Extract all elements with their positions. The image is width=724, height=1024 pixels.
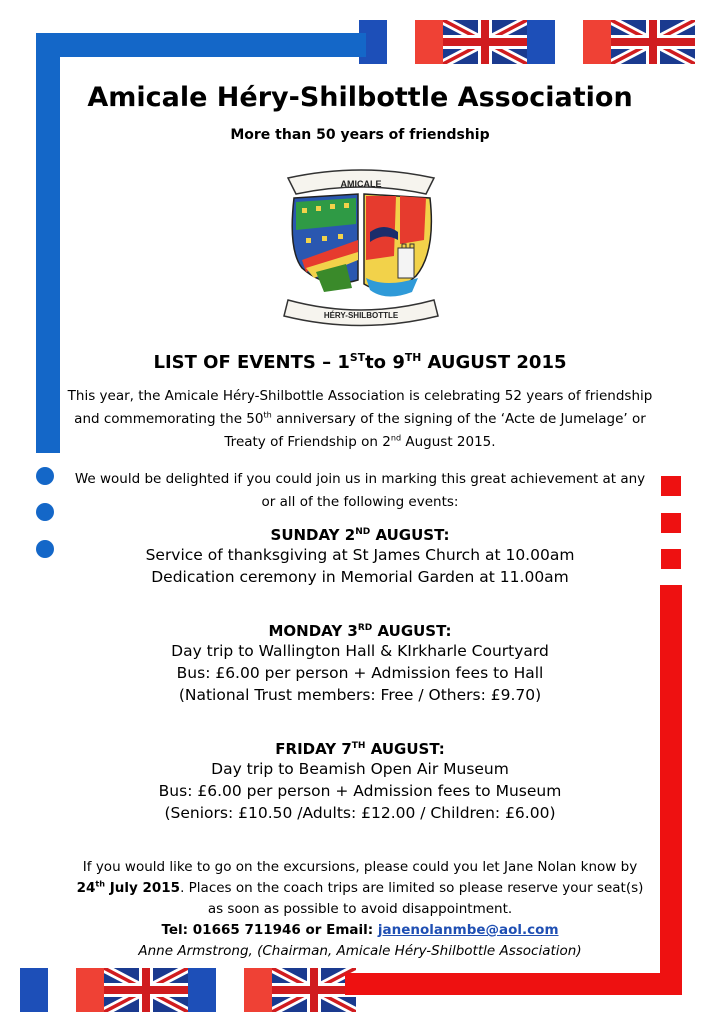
french-flag-bottom-2 bbox=[188, 968, 272, 1012]
red-square bbox=[661, 549, 681, 569]
blue-border-left bbox=[36, 33, 60, 453]
red-border-bottom bbox=[345, 973, 682, 995]
blue-dot bbox=[36, 503, 54, 521]
event-sunday bbox=[60, 526, 660, 588]
crest-banner-bottom: HÉRY-SHILBOTTLE bbox=[323, 311, 399, 320]
french-flag-bottom-1 bbox=[20, 968, 104, 1012]
event-detail: Bus: £6.00 per person + Admission fees to Hall bbox=[176, 664, 544, 682]
union-jack-top-2 bbox=[611, 20, 695, 64]
union-jack-bottom-1 bbox=[104, 968, 188, 1012]
event-detail: Service of thanksgiving at St James Church at 10.00am bbox=[145, 546, 575, 564]
association-crest-logo bbox=[266, 160, 456, 335]
event-detail: Dedication ceremony in Memorial Garden at 11.00am bbox=[151, 568, 569, 586]
email-link[interactable]: janenolanmbe@aol.com bbox=[377, 922, 559, 938]
french-flag-top-2 bbox=[527, 20, 611, 64]
page-subtitle: More than 50 years of friendship bbox=[230, 127, 490, 143]
blue-dot bbox=[36, 467, 54, 485]
event-detail: Day trip to Wallington Hall & KIrkharle Courtyard bbox=[171, 642, 549, 660]
blue-border-top bbox=[36, 33, 366, 57]
union-jack-top-1 bbox=[443, 20, 527, 64]
red-square bbox=[661, 476, 681, 496]
event-friday bbox=[60, 740, 660, 824]
closing-paragraph: If you would like to go on the excursions, please could you let Jane Nolan know by 24th July 2015. Places on the coach trips are limited so please reserve your seat(s) as soon as possible to avoid disappointment. Tel: 01665 711946 or Email: janenolanmbe@aol.com Anne Armstrong, (Chairman, Amicale Héry-Shilbottle Association) bbox=[60, 857, 660, 962]
events-heading: LIST OF EVENTS – 1STto 9TH AUGUST 2015 bbox=[153, 351, 567, 373]
event-detail: (National Trust members: Free / Others: £9.70) bbox=[178, 686, 542, 704]
event-detail: (Seniors: £10.50 /Adults: £12.00 / Children: £6.00) bbox=[164, 804, 556, 822]
event-monday bbox=[60, 622, 660, 706]
red-border-right bbox=[660, 585, 682, 995]
blue-dot bbox=[36, 540, 54, 558]
contact-line: Tel: 01665 711946 or Email: janenolanmbe@aol.com bbox=[161, 922, 559, 938]
event-day-heading: SUNDAY 2ND AUGUST: bbox=[270, 526, 450, 544]
crest-banner-top: AMICALE bbox=[340, 179, 382, 189]
intro-paragraph: This year, the Amicale Héry-Shilbottle Association is celebrating 52 years of friendship and commemorating the 50th anniversary of the signing of the ‘Acte de Jumelage’ or Treaty of Friendship on 2nd August 2015. bbox=[67, 388, 653, 450]
event-detail: Day trip to Beamish Open Air Museum bbox=[211, 760, 509, 778]
event-detail: Bus: £6.00 per person + Admission fees to Museum bbox=[158, 782, 562, 800]
page-title: Amicale Héry-Shilbottle Association bbox=[87, 82, 633, 113]
french-flag-top-1 bbox=[359, 20, 443, 64]
invitation-paragraph: We would be delighted if you could join us in marking this great achievement at any or all of the following events: bbox=[74, 471, 646, 510]
event-day-heading: FRIDAY 7TH AUGUST: bbox=[275, 740, 445, 758]
red-square bbox=[661, 513, 681, 533]
event-day-heading: MONDAY 3RD AUGUST: bbox=[268, 622, 452, 640]
union-jack-bottom-2 bbox=[272, 968, 356, 1012]
signature: Anne Armstrong, (Chairman, Amicale Héry-Shilbottle Association) bbox=[138, 943, 582, 959]
